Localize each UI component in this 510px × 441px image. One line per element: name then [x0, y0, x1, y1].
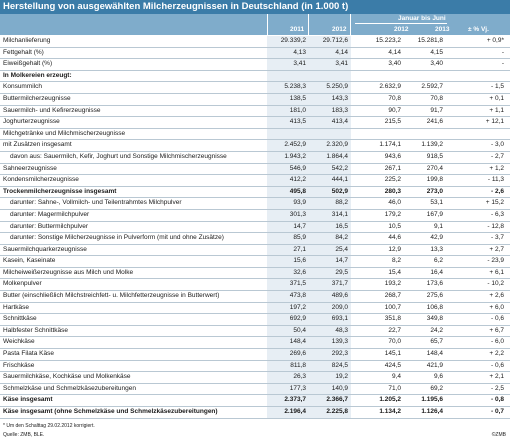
table-row [0, 279, 510, 291]
row-value: 167,9 [404, 209, 446, 221]
row-value: 3,40 [404, 59, 446, 71]
row-value: 2.366,7 [309, 395, 351, 407]
row-label: Sauermilch- und Kefirerzeugnisse [0, 105, 267, 117]
row-value: 183,3 [309, 105, 351, 117]
copyright: ©ZMB [491, 432, 506, 438]
row-change: - 0,7 [446, 407, 510, 419]
row-value [351, 128, 404, 140]
row-value: 269,6 [267, 349, 309, 361]
row-value: 9,4 [351, 372, 404, 384]
row-value: 143,3 [309, 93, 351, 105]
row-value: 412,2 [267, 175, 309, 187]
row-value: 1.139,2 [404, 140, 446, 152]
row-value: 27,1 [267, 244, 309, 256]
row-value: 215,5 [351, 117, 404, 129]
row-value: 181,0 [267, 105, 309, 117]
row-change [446, 70, 510, 82]
row-value [404, 128, 446, 140]
row-change: + 2,2 [446, 349, 510, 361]
row-label: davon aus: Sauermilch, Kefir, Joghurt und Sonstige Milchmischerzeugnisse [0, 151, 267, 163]
row-value: 502,9 [309, 186, 351, 198]
row-value: 14,7 [267, 221, 309, 233]
row-value [309, 70, 351, 82]
row-change: + 2,1 [446, 372, 510, 384]
row-value: 197,2 [267, 302, 309, 314]
row-value: 2.225,8 [309, 407, 351, 419]
row-change: + 6,0 [446, 302, 510, 314]
row-value: 148,4 [404, 349, 446, 361]
row-value: 91,7 [404, 105, 446, 117]
row-value: 70,8 [404, 93, 446, 105]
row-value: 1.943,2 [267, 151, 309, 163]
row-value: 421,9 [404, 360, 446, 372]
row-value: 100,7 [351, 302, 404, 314]
row-value: 177,3 [267, 383, 309, 395]
row-label: darunter: Buttermilchpulver [0, 221, 267, 233]
row-change: + 12,1 [446, 117, 510, 129]
row-value: 69,2 [404, 383, 446, 395]
row-value: 1.195,6 [404, 395, 446, 407]
row-value: 88,2 [309, 198, 351, 210]
row-value: 44,6 [351, 233, 404, 245]
row-label: Fettgehalt (%) [0, 47, 267, 59]
row-value: 173,6 [404, 279, 446, 291]
row-value: 268,7 [351, 291, 404, 303]
row-value: 3,41 [309, 59, 351, 71]
row-value: 32,6 [267, 267, 309, 279]
row-value: 209,0 [309, 302, 351, 314]
row-value: 84,2 [309, 233, 351, 245]
row-value: 5.250,9 [309, 82, 351, 94]
row-label: Frischkäse [0, 360, 267, 372]
row-value: 145,1 [351, 349, 404, 361]
table-row [0, 36, 510, 47]
row-value [351, 70, 404, 82]
header-label-cell [0, 14, 267, 35]
row-change: + 6,1 [446, 267, 510, 279]
table-row [0, 233, 510, 245]
row-value: 943,6 [351, 151, 404, 163]
table-row [0, 70, 510, 82]
row-value: 241,6 [404, 117, 446, 129]
table-row [0, 93, 510, 105]
header-period-label: Januar bis Juni [398, 15, 446, 22]
row-value: 148,4 [267, 337, 309, 349]
row-change: - 23,9 [446, 256, 510, 268]
header-period-divider [355, 23, 447, 24]
row-change: - 6,3 [446, 209, 510, 221]
table-row [0, 267, 510, 279]
row-label: Eiweißgehalt (%) [0, 59, 267, 71]
row-value: 26,3 [267, 372, 309, 384]
footnote: * Um den Schalttag 29.02.2012 korrigiert. [3, 423, 95, 429]
row-value [267, 70, 309, 82]
row-value: 29,5 [309, 267, 351, 279]
row-label: Molkenpulver [0, 279, 267, 291]
row-value: 70,8 [351, 93, 404, 105]
row-value: 495,8 [267, 186, 309, 198]
row-value: 16,4 [404, 267, 446, 279]
row-change: + 2,7 [446, 244, 510, 256]
table-row [0, 186, 510, 198]
row-label: Konsummilch [0, 82, 267, 94]
row-value: 413,4 [309, 117, 351, 129]
row-label: Käse insgesamt (ohne Schmelzkäse und Schmelzkäsezubereitungen) [0, 407, 267, 419]
row-value: 693,1 [309, 314, 351, 326]
table-header [0, 14, 510, 35]
table-row [0, 360, 510, 372]
row-value [267, 128, 309, 140]
row-change: - 1,5 [446, 82, 510, 94]
row-change: - 6,0 [446, 337, 510, 349]
row-value: 29.712,6 [309, 36, 351, 47]
row-value: 48,3 [309, 325, 351, 337]
row-value: 824,5 [309, 360, 351, 372]
table-row [0, 209, 510, 221]
row-label: Hartkäse [0, 302, 267, 314]
row-value: 12,9 [351, 244, 404, 256]
row-change: + 6,7 [446, 325, 510, 337]
row-label: darunter: Sahne-, Vollmilch- und Teilentrahmtes Milchpulver [0, 198, 267, 210]
row-label: Pasta Filata Käse [0, 349, 267, 361]
table-row [0, 407, 510, 419]
table-row [0, 105, 510, 117]
row-value: 179,2 [351, 209, 404, 221]
row-value: 292,3 [309, 349, 351, 361]
table-row [0, 175, 510, 187]
row-value: 4,15 [404, 47, 446, 59]
row-change: - 12,8 [446, 221, 510, 233]
row-value: 1.864,4 [309, 151, 351, 163]
row-label: mit Zusätzen insgesamt [0, 140, 267, 152]
row-label: Kondensmilcherzeugnisse [0, 175, 267, 187]
row-value: 3,40 [351, 59, 404, 71]
row-value: 139,3 [309, 337, 351, 349]
row-change: - [446, 59, 510, 71]
row-value: 314,1 [309, 209, 351, 221]
table-row [0, 325, 510, 337]
row-value: 444,1 [309, 175, 351, 187]
row-value: 918,5 [404, 151, 446, 163]
row-label: Trockenmilcherzeugnisse insgesamt [0, 186, 267, 198]
header-year-2011: 2011 [290, 26, 305, 33]
row-label: Halbfester Schnittkäse [0, 325, 267, 337]
row-value: 65,7 [404, 337, 446, 349]
table-row [0, 163, 510, 175]
row-value: 546,9 [267, 163, 309, 175]
table-body [0, 36, 510, 418]
row-value: 270,4 [404, 163, 446, 175]
row-value: 3,41 [267, 59, 309, 71]
row-value: 280,3 [351, 186, 404, 198]
row-value: 140,9 [309, 383, 351, 395]
row-value: 473,8 [267, 291, 309, 303]
row-value: 14,7 [309, 256, 351, 268]
row-change: + 0,1 [446, 93, 510, 105]
row-value: 1.205,2 [351, 395, 404, 407]
row-value: 371,7 [309, 279, 351, 291]
row-label: Joghurterzeugnisse [0, 117, 267, 129]
row-value: 349,8 [404, 314, 446, 326]
row-value: 19,2 [309, 372, 351, 384]
row-value: 15.223,2 [351, 36, 404, 47]
row-value: 5.238,3 [267, 82, 309, 94]
row-value: 90,7 [351, 105, 404, 117]
row-label: Weichkäse [0, 337, 267, 349]
row-value [404, 70, 446, 82]
data-table [0, 36, 510, 419]
table-row [0, 59, 510, 71]
table-row [0, 47, 510, 59]
row-value: 46,0 [351, 198, 404, 210]
row-value: 542,2 [309, 163, 351, 175]
row-change: - 0,6 [446, 360, 510, 372]
row-value: 2.320,9 [309, 140, 351, 152]
row-value: 50,4 [267, 325, 309, 337]
row-label: Kasein, Kaseinate [0, 256, 267, 268]
row-value: 1.174,1 [351, 140, 404, 152]
row-value [309, 128, 351, 140]
row-change: - 0,8 [446, 395, 510, 407]
row-change [446, 128, 510, 140]
row-value: 199,8 [404, 175, 446, 187]
table-row [0, 244, 510, 256]
table-row [0, 395, 510, 407]
row-change: - 2,5 [446, 383, 510, 395]
row-value: 267,1 [351, 163, 404, 175]
row-value: 2.196,4 [267, 407, 309, 419]
row-value: 1.126,4 [404, 407, 446, 419]
row-label: Sauermilchquarkerzeugnisse [0, 244, 267, 256]
row-value: 106,8 [404, 302, 446, 314]
row-value: 301,3 [267, 209, 309, 221]
row-label: In Molkereien erzeugt: [0, 70, 267, 82]
table-row [0, 117, 510, 129]
row-value: 4,14 [309, 47, 351, 59]
row-label: Käse insgesamt [0, 395, 267, 407]
row-value: 15.281,8 [404, 36, 446, 47]
header-year-2012: 2012 [332, 26, 347, 33]
row-label: Milchanlieferung [0, 36, 267, 47]
row-value: 225,2 [351, 175, 404, 187]
row-label: Sauermilchkäse, Kochkäse und Molkenkäse [0, 372, 267, 384]
table-row [0, 349, 510, 361]
row-value: 9,6 [404, 372, 446, 384]
table-title: Herstellung von ausgewählten Milcherzeugnissen in Deutschland (in 1.000 t) [0, 0, 510, 14]
row-change: + 1,1 [446, 105, 510, 117]
header-year-2012-h1: 2012 [394, 26, 409, 33]
table-row [0, 151, 510, 163]
table-row [0, 82, 510, 94]
row-value: 10,5 [351, 221, 404, 233]
row-change: - 11,3 [446, 175, 510, 187]
row-change: - 0,6 [446, 314, 510, 326]
row-change: - 3,0 [446, 140, 510, 152]
row-change: - [446, 47, 510, 59]
table-row [0, 256, 510, 268]
row-value: 25,4 [309, 244, 351, 256]
row-label: darunter: Magermilchpulver [0, 209, 267, 221]
row-change: - 3,7 [446, 233, 510, 245]
table-row [0, 383, 510, 395]
row-change: + 1,2 [446, 163, 510, 175]
row-value: 275,6 [404, 291, 446, 303]
row-value: 4,13 [267, 47, 309, 59]
row-value: 413,5 [267, 117, 309, 129]
table-row [0, 291, 510, 303]
row-change: - 2,7 [446, 151, 510, 163]
table-row [0, 337, 510, 349]
row-value: 13,3 [404, 244, 446, 256]
row-value: 15,4 [351, 267, 404, 279]
row-value: 24,2 [404, 325, 446, 337]
row-change: + 2,6 [446, 291, 510, 303]
row-change: + 15,2 [446, 198, 510, 210]
row-label: Schnittkäse [0, 314, 267, 326]
row-label: Milcheiweißerzeugnisse aus Milch und Molke [0, 267, 267, 279]
row-value: 489,6 [309, 291, 351, 303]
row-value: 811,8 [267, 360, 309, 372]
row-label: Milchgetränke und Milchmischerzeugnisse [0, 128, 267, 140]
row-value: 692,9 [267, 314, 309, 326]
table-row [0, 314, 510, 326]
row-value: 424,5 [351, 360, 404, 372]
row-value: 22,7 [351, 325, 404, 337]
row-value: 53,1 [404, 198, 446, 210]
row-value: 29.339,2 [267, 36, 309, 47]
row-value: 2.592,7 [404, 82, 446, 94]
row-label: darunter: Sonstige Milcherzeugnisse in Pulverform (mit und ohne Zusätze) [0, 233, 267, 245]
header-year-2013-h1: 2013 [435, 26, 450, 33]
table-row [0, 372, 510, 384]
row-value: 138,5 [267, 93, 309, 105]
row-change: + 0,9* [446, 36, 510, 47]
header-change-label: ± % Vj. [468, 26, 489, 33]
row-value: 16,5 [309, 221, 351, 233]
row-value: 6,2 [404, 256, 446, 268]
row-change: - 10,2 [446, 279, 510, 291]
row-label: Buttermilcherzeugnisse [0, 93, 267, 105]
table-row [0, 198, 510, 210]
row-value: 93,9 [267, 198, 309, 210]
row-value: 70,0 [351, 337, 404, 349]
row-value: 71,0 [351, 383, 404, 395]
table-row [0, 302, 510, 314]
row-value: 9,1 [404, 221, 446, 233]
row-value: 273,0 [404, 186, 446, 198]
row-value: 351,8 [351, 314, 404, 326]
row-value: 8,2 [351, 256, 404, 268]
row-label: Sahneerzeugnisse [0, 163, 267, 175]
table-row [0, 128, 510, 140]
source-note: Quelle: ZMB, BLE. [3, 432, 45, 438]
row-value: 2.632,9 [351, 82, 404, 94]
table-row [0, 221, 510, 233]
row-value: 42,9 [404, 233, 446, 245]
row-value: 2.373,7 [267, 395, 309, 407]
row-value: 1.134,2 [351, 407, 404, 419]
row-value: 85,9 [267, 233, 309, 245]
row-value: 371,5 [267, 279, 309, 291]
row-change: - 2,6 [446, 186, 510, 198]
row-value: 193,2 [351, 279, 404, 291]
row-value: 15,6 [267, 256, 309, 268]
row-value: 4,14 [351, 47, 404, 59]
row-label: Butter (einschließlich Milchstreichfett- u. Milchfetterzeugnisse in Butterwert) [0, 291, 267, 303]
row-label: Schmelzkäse und Schmelzkäsezubereitungen [0, 383, 267, 395]
table-row [0, 140, 510, 152]
row-value: 2.452,9 [267, 140, 309, 152]
